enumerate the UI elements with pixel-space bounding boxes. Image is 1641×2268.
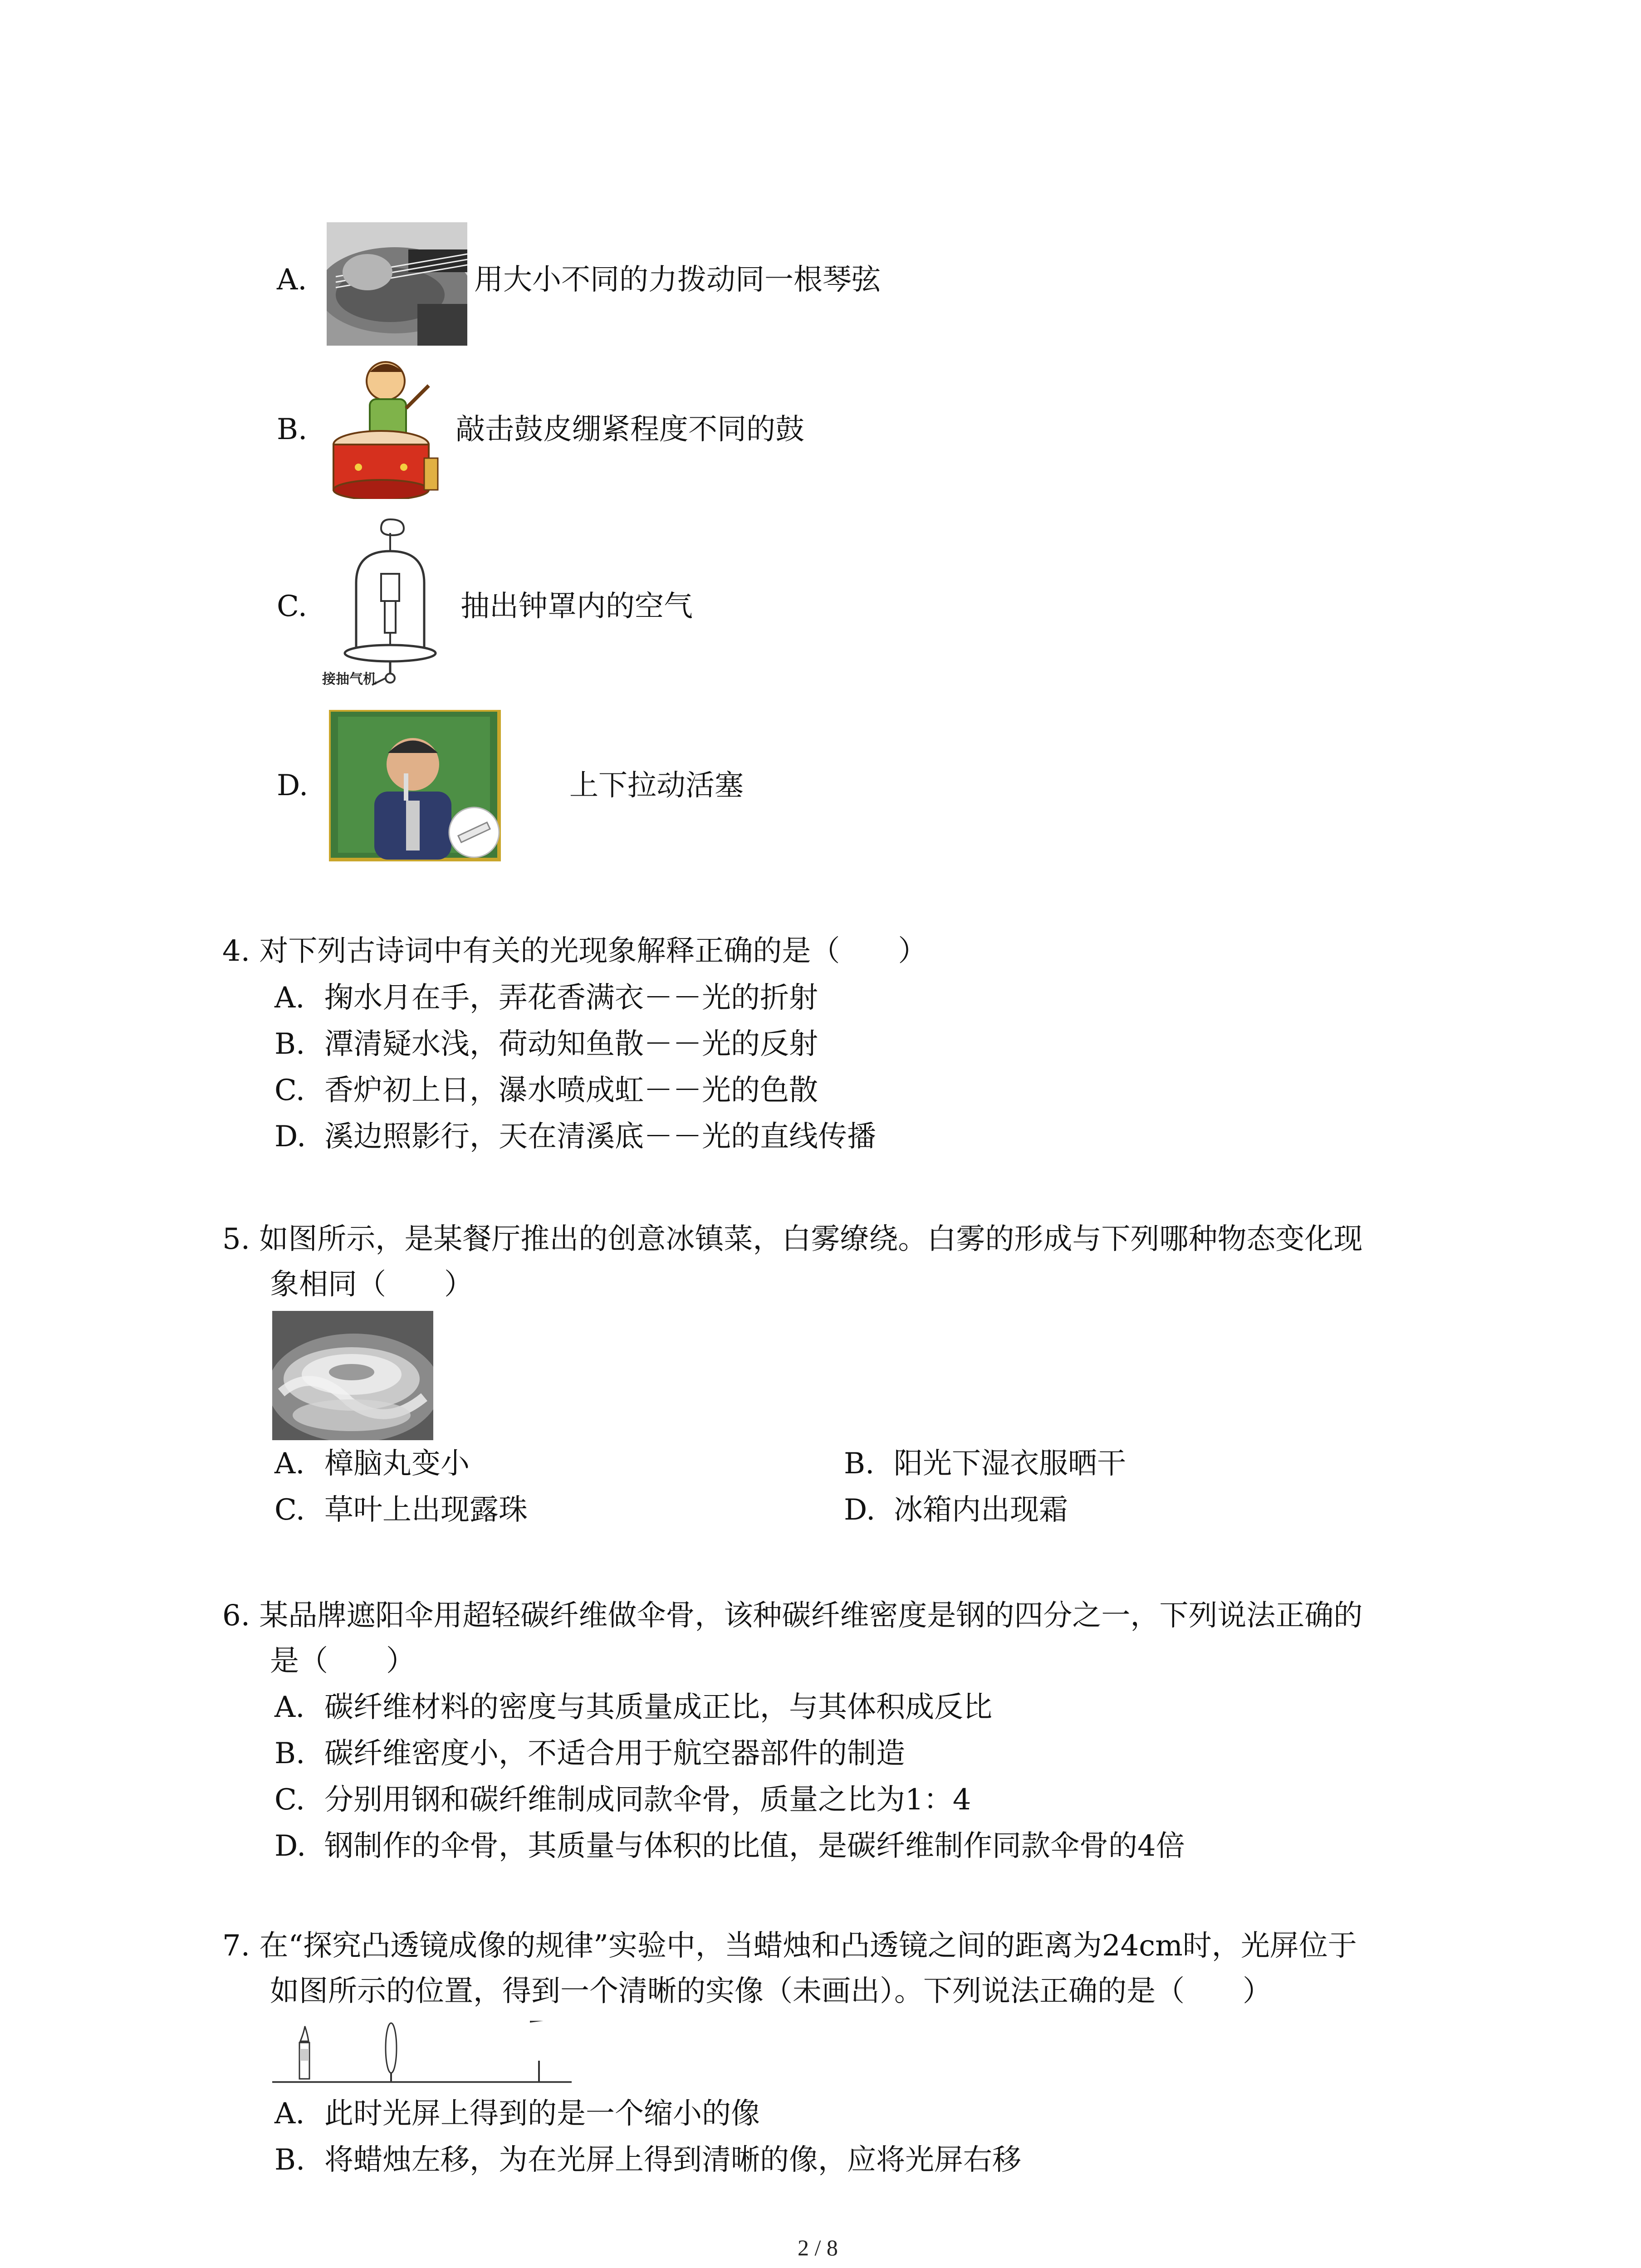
q5-option-a-label: A. [274, 1447, 305, 1481]
q4-option-a-label: A. [274, 981, 305, 1015]
q6-option-c-label: C. [274, 1783, 305, 1817]
q6-option-b-text: 碳纤维密度小，不适合用于航空器部件的制造 [324, 1737, 905, 1770]
q4-option-b-text: 潭清疑水浅，荷动知鱼散－－光的反射 [324, 1027, 818, 1061]
q5-stem-line2: 象相同（ ） [270, 1268, 473, 1301]
q6-stem-line2: 是（ ） [270, 1644, 415, 1678]
drum-boy-picture [331, 354, 440, 499]
q7-option-b-text: 将蜡烛左移，为在光屏上得到清晰的像，应将光屏右移 [324, 2143, 1021, 2177]
q3-option-c-label: C. [277, 590, 308, 623]
q6-option-a-label: A. [274, 1691, 305, 1724]
q7-option-b-label: B. [274, 2143, 305, 2177]
q4-option-d-label: D. [274, 1120, 306, 1154]
q5-option-d-label: D. [844, 1493, 876, 1527]
q3-option-b-label: B. [277, 413, 308, 446]
q6-stem-line1: 6. 某品牌遮阳伞用超轻碳纤维做伞骨，该种碳纤维密度是钢的四分之一，下列说法正确的 [222, 1599, 1363, 1633]
optical-bench-diagram [272, 2021, 572, 2087]
q3-option-c-text: 抽出钟罩内的空气 [460, 590, 693, 623]
q3-option-d-text: 上下拉动活塞 [569, 769, 744, 802]
q4-option-a-text: 掬水月在手，弄花香满衣－－光的折射 [324, 981, 818, 1015]
bell-jar-vacuum-diagram [318, 515, 463, 696]
q3-option-a-text: 用大小不同的力拨动同一根琴弦 [474, 263, 881, 297]
q4-option-b-label: B. [274, 1027, 305, 1061]
q5-stem-line1: 5. 如图所示，是某餐厅推出的创意冰镇菜，白雾缭绕。白雾的形成与下列哪种物态变化现 [222, 1222, 1363, 1256]
q4-stem: 4. 对下列古诗词中有关的光现象解释正确的是（ ） [222, 934, 927, 968]
q5-option-b-label: B. [844, 1447, 875, 1481]
guitar-string-photo [327, 222, 467, 346]
q6-option-c-text: 分别用钢和碳纤维制成同款伞骨，质量之比为1：4 [324, 1783, 971, 1817]
q5-option-d-text: 冰箱内出现霜 [894, 1493, 1068, 1527]
q5-option-b-text: 阳光下湿衣服晒干 [894, 1447, 1126, 1481]
page-number: 2 / 8 [798, 2235, 838, 2260]
q7-option-a-label: A. [274, 2097, 305, 2131]
q7-stem-line2: 如图所示的位置，得到一个清晰的实像（未画出）。下列说法正确的是（ ） [270, 1975, 1272, 2008]
q6-option-a-text: 碳纤维材料的密度与其质量成正比，与其体积成反比 [324, 1691, 992, 1724]
vacuum-pump-caption: 接抽气机 [322, 671, 377, 687]
q4-option-c-label: C. [274, 1074, 305, 1107]
q3-option-d-label: D. [277, 769, 309, 802]
q6-option-b-label: B. [274, 1737, 305, 1770]
q4-option-d-text: 溪边照影行，天在清溪底－－光的直线传播 [324, 1120, 876, 1154]
boy-with-syringe-photo [329, 710, 504, 864]
q3-option-b-text: 敲击鼓皮绷紧程度不同的鼓 [456, 413, 804, 446]
q4-option-c-text: 香炉初上日，瀑水喷成虹－－光的色散 [324, 1074, 818, 1107]
q7-stem-line1: 7. 在“探究凸透镜成像的规律”实验中，当蜡烛和凸透镜之间的距离为24cm时，光屏位于 [222, 1929, 1357, 1963]
q5-option-c-text: 草叶上出现露珠 [324, 1493, 528, 1527]
q5-option-a-text: 樟脑丸变小 [324, 1447, 470, 1481]
q6-option-d-label: D. [274, 1829, 306, 1863]
q5-option-c-label: C. [274, 1493, 305, 1527]
ice-dish-fog-photo [272, 1311, 433, 1440]
q7-option-a-text: 此时光屏上得到的是一个缩小的像 [324, 2097, 760, 2131]
q3-option-a-label: A. [277, 263, 307, 297]
q6-option-d-text: 钢制作的伞骨，其质量与体积的比值，是碳纤维制作同款伞骨的4倍 [324, 1829, 1185, 1863]
